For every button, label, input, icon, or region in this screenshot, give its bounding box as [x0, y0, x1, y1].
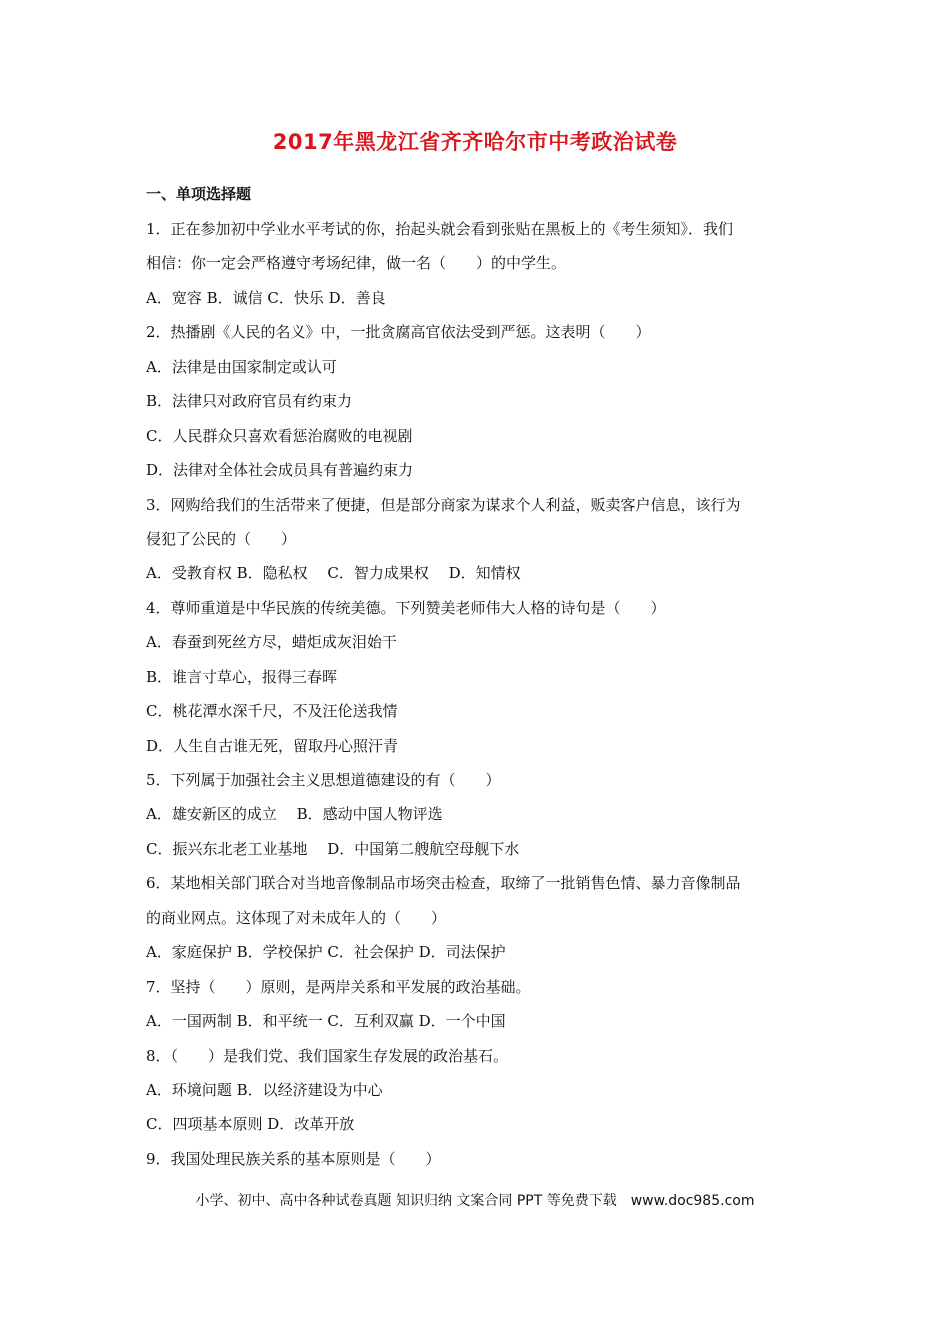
text-line: A．家庭保护 B．学校保护 C．社会保护 D．司法保护	[146, 943, 506, 962]
text-line: B．谁言寸草心，报得三春晖	[146, 667, 338, 686]
text-line: C．振兴东北老工业基地 D．中国第二艘航空母舰下水	[146, 839, 520, 858]
text-line: C．桃花潭水深千尺，不及汪伦送我情	[146, 702, 398, 721]
text-line: A．法律是由国家制定或认可	[146, 357, 337, 376]
text-line: B．法律只对政府官员有约束力	[146, 392, 353, 411]
text-line: 2．热播剧《人民的名义》中，一批贪腐高官依法受到严惩。这表明（ ）	[146, 323, 651, 342]
text-line: A．宽容 B．诚信 C．快乐 D．善良	[146, 288, 386, 307]
text-line: 相信：你一定会严格遵守考场纪律，做一名（ ）的中学生。	[146, 254, 567, 273]
section-heading: 一、单项选择题	[146, 185, 252, 203]
text-line: C．四项基本原则 D．改革开放	[146, 1115, 355, 1134]
text-line: C．人民群众只喜欢看惩治腐败的电视剧	[146, 426, 413, 445]
text-line: 4．尊师重道是中华民族的传统美德。下列赞美老师伟大人格的诗句是（ ）	[146, 598, 666, 617]
text-line: 6．某地相关部门联合对当地音像制品市场突击检查，取缔了一批销售色情、暴力音像制品	[146, 874, 741, 893]
text-line: 8．（ ）是我们党、我们国家生存发展的政治基石。	[146, 1046, 509, 1065]
text-line: D．人生自古谁无死，留取丹心照汗青	[146, 736, 399, 755]
question-list	[146, 212, 811, 1176]
text-line: 5．下列属于加强社会主义思想道德建设的有（ ）	[146, 771, 501, 789]
document-title: 2017年黑龙江省齐齐哈尔市中考政治试卷	[272, 130, 678, 154]
text-line: 侵犯了公民的（ ）	[146, 529, 297, 548]
text-line: A．受教育权 B．隐私权 C．智力成果权 D．知情权	[146, 564, 521, 583]
text-line: A．环境问题 B．以经济建设为中心	[146, 1080, 383, 1099]
text-line: 1．正在参加初中学业水平考试的你，抬起头就会看到张贴在黑板上的《考生须知》．我们	[146, 220, 734, 238]
text-line: 的商业网点。这体现了对未成年人的（ ）	[146, 908, 447, 927]
text-line: A．春蚕到死丝方尽，蜡炬成灰泪始干	[146, 633, 397, 652]
page-footer: 小学、初中、高中各种试卷真题 知识归纳 文案合同 PPT 等免费下载 www.doc985.com	[195, 1193, 755, 1209]
text-line: 3．网购给我们的生活带来了便捷，但是部分商家为谋求个人利益，贩卖客户信息，该行为	[146, 495, 741, 514]
text-line: A．一国两制 B．和平统一 C．互利双赢 D．一个中国	[146, 1012, 506, 1031]
text-line: 7．坚持（ ）原则，是两岸关系和平发展的政治基础。	[146, 977, 531, 996]
text-line: 9．我国处理民族关系的基本原则是（ ）	[146, 1149, 441, 1168]
text-line: A．雄安新区的成立 B．感动中国人物评选	[146, 805, 443, 824]
text-line: D．法律对全体社会成员具有普遍约束力	[146, 461, 414, 480]
